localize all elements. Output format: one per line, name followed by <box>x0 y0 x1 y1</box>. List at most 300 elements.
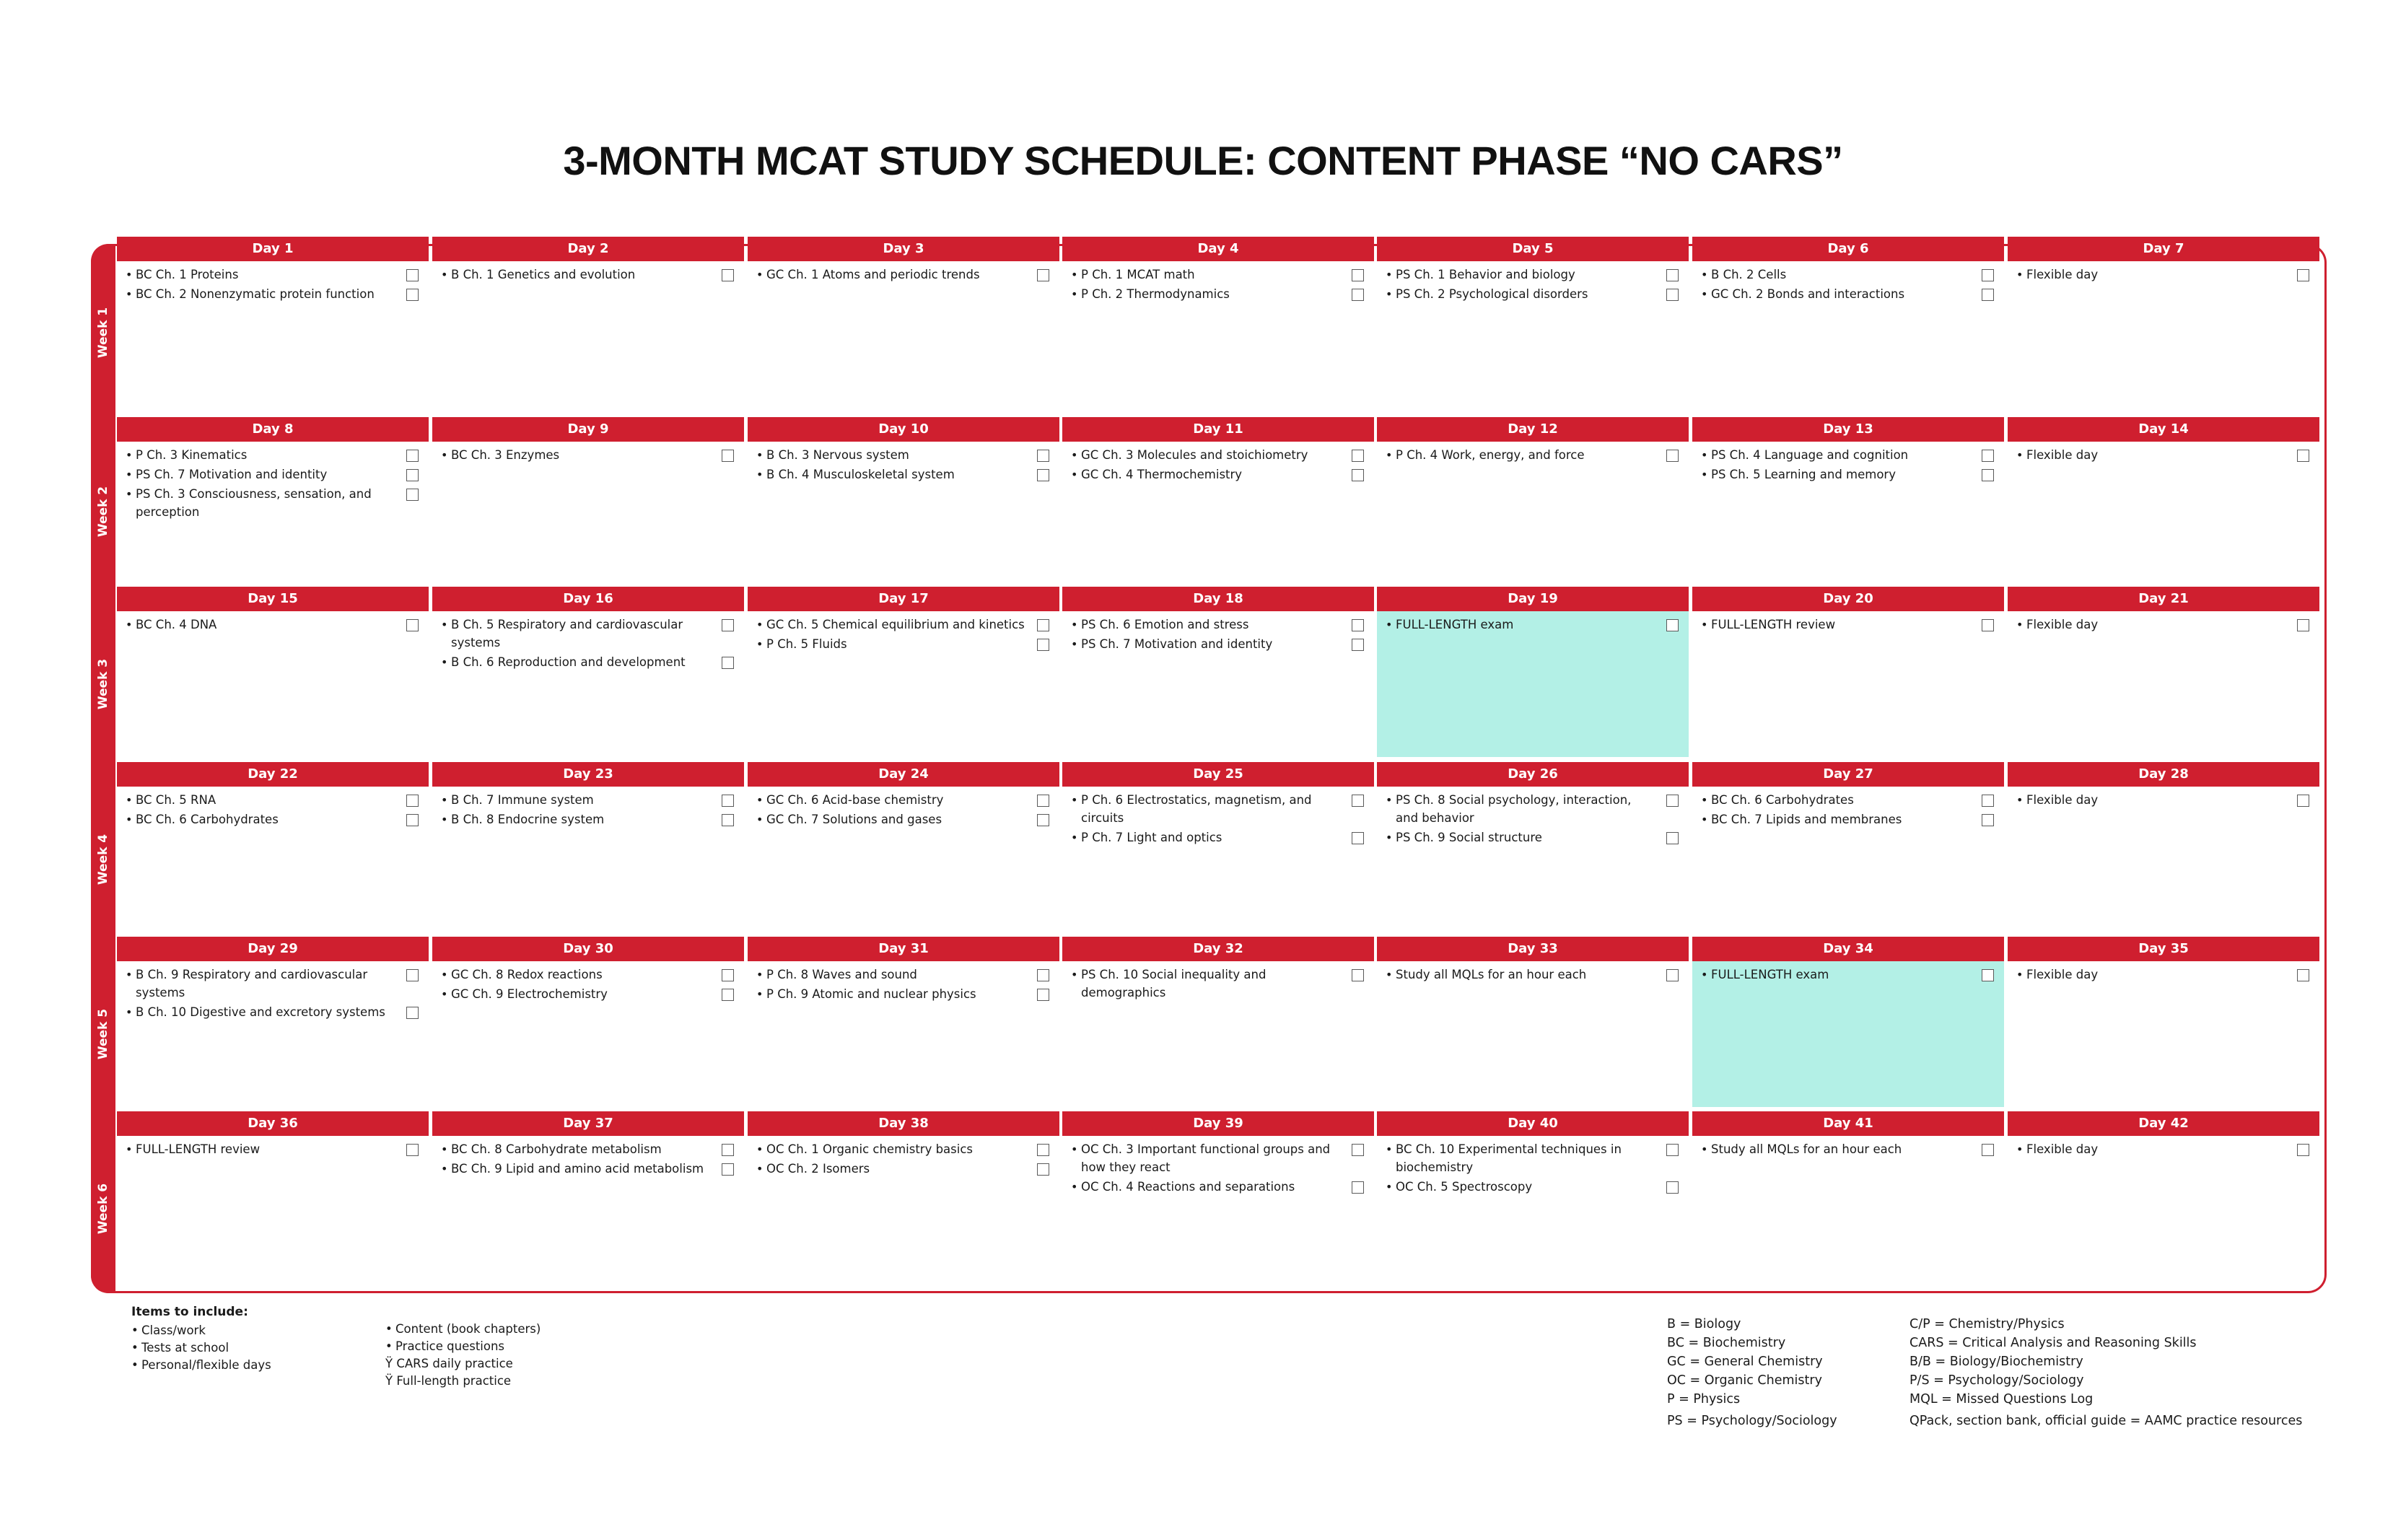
task-list <box>1062 611 1374 653</box>
day-cell <box>1377 937 1689 1107</box>
task-checkbox[interactable] <box>1982 469 1994 481</box>
task-label: GC Ch. 8 Redox reactions <box>451 968 603 981</box>
task-checkbox[interactable] <box>722 657 734 669</box>
task-checkbox[interactable] <box>1037 1163 1049 1176</box>
task-checkbox[interactable] <box>406 795 419 807</box>
task-list <box>432 787 744 828</box>
task-checkbox[interactable] <box>406 1007 419 1019</box>
task-label: PS Ch. 7 Motivation and identity <box>1081 637 1273 651</box>
task-list <box>1377 442 1689 464</box>
task-checkbox[interactable] <box>406 289 419 301</box>
task-checkbox[interactable] <box>2297 450 2309 462</box>
task-item <box>1377 266 1689 284</box>
task-item <box>748 1160 1059 1178</box>
task-item <box>432 446 744 464</box>
task-label: P Ch. 2 Thermodynamics <box>1081 287 1230 301</box>
task-label: GC Ch. 3 Molecules and stoichiometry <box>1081 448 1308 462</box>
task-label: OC Ch. 1 Organic chemistry basics <box>766 1142 974 1156</box>
task-label: P Ch. 1 MCAT math <box>1081 268 1195 281</box>
task-list <box>2008 1136 2319 1158</box>
task-item <box>748 635 1059 653</box>
task-checkbox[interactable] <box>1037 969 1049 981</box>
task-item <box>2008 791 2319 809</box>
task-item <box>748 810 1059 828</box>
day-header: Day 32 <box>1062 937 1374 961</box>
task-checkbox[interactable] <box>1352 795 1364 807</box>
task-item <box>2008 446 2319 464</box>
task-checkbox[interactable] <box>1982 795 1994 807</box>
task-checkbox[interactable] <box>406 619 419 631</box>
task-list <box>2008 611 2319 634</box>
task-label: PS Ch. 4 Language and cognition <box>1711 448 1909 462</box>
task-label: FULL-LENGTH review <box>1711 618 1836 631</box>
day-cell <box>117 237 429 404</box>
task-checkbox[interactable] <box>406 814 419 826</box>
task-checkbox[interactable] <box>2297 969 2309 981</box>
task-item <box>1377 1140 1689 1176</box>
task-list <box>117 442 429 521</box>
day-cell <box>1377 587 1689 757</box>
task-item <box>117 616 429 634</box>
day-cell <box>1062 762 1374 932</box>
task-checkbox[interactable] <box>722 619 734 631</box>
task-item <box>1692 966 2004 984</box>
day-header: Day 9 <box>432 417 744 442</box>
day-header: Day 4 <box>1062 237 1374 261</box>
day-header: Day 5 <box>1377 237 1689 261</box>
task-item <box>117 1003 429 1021</box>
abbreviations-right <box>1910 1315 2302 1430</box>
legend-content-subitem: Ÿ CARS daily practice <box>385 1357 513 1370</box>
task-item <box>117 446 429 464</box>
task-label: BC Ch. 4 DNA <box>136 618 217 631</box>
week-label <box>91 961 115 1107</box>
task-item <box>117 465 429 484</box>
legend-items-title: Items to include: <box>131 1305 248 1319</box>
task-label: B Ch. 1 Genetics and evolution <box>451 268 636 281</box>
day-cell <box>432 1111 744 1282</box>
abbreviation: PS = Psychology/Sociology <box>1667 1414 1837 1428</box>
task-label: BC Ch. 7 Lipids and membranes <box>1711 813 1902 826</box>
task-label: B Ch. 5 Respiratory and cardiovascular systems <box>451 618 683 649</box>
day-header: Day 40 <box>1377 1111 1689 1136</box>
day-cell <box>748 762 1059 932</box>
task-item <box>2008 966 2319 984</box>
day-cell <box>748 587 1059 757</box>
task-checkbox[interactable] <box>1666 450 1679 462</box>
task-label: B Ch. 9 Respiratory and cardiovascular systems <box>136 968 368 999</box>
task-item <box>748 1140 1059 1158</box>
legend-content <box>385 1321 544 1390</box>
day-header: Day 33 <box>1377 937 1689 961</box>
day-cell <box>117 417 429 582</box>
task-label: PS Ch. 9 Social structure <box>1396 831 1542 844</box>
day-cell <box>1692 762 2004 932</box>
task-checkbox[interactable] <box>1037 469 1049 481</box>
task-checkbox[interactable] <box>1352 619 1364 631</box>
task-list <box>117 1136 429 1158</box>
week-label-text: Week 2 <box>96 486 111 538</box>
task-checkbox[interactable] <box>1352 469 1364 481</box>
day-header: Day 15 <box>117 587 429 611</box>
day-header: Day 30 <box>432 937 744 961</box>
day-header: Day 25 <box>1062 762 1374 787</box>
task-checkbox[interactable] <box>722 969 734 981</box>
task-label: GC Ch. 2 Bonds and interactions <box>1711 287 1905 301</box>
week-label-text: Week 3 <box>96 658 111 710</box>
task-checkbox[interactable] <box>406 469 419 481</box>
task-list <box>1062 442 1374 484</box>
day-cell <box>1062 237 1374 404</box>
task-item <box>748 985 1059 1003</box>
task-label: Study all MQLs for an hour each <box>1711 1142 1902 1156</box>
task-item <box>748 465 1059 484</box>
task-checkbox[interactable] <box>722 1163 734 1176</box>
task-label: BC Ch. 8 Carbohydrate metabolism <box>451 1142 662 1156</box>
task-item <box>748 446 1059 464</box>
day-cell <box>2008 237 2319 404</box>
abbreviation: BC = Biochemistry <box>1667 1336 1786 1350</box>
task-item <box>1692 266 2004 284</box>
task-checkbox[interactable] <box>1352 269 1364 281</box>
day-cell <box>1692 237 2004 404</box>
task-checkbox[interactable] <box>1666 289 1679 301</box>
task-list <box>2008 261 2319 284</box>
task-label: BC Ch. 6 Carbohydrates <box>136 813 279 826</box>
abbreviation: B/B = Biology/Biochemistry <box>1910 1355 2083 1369</box>
task-item <box>432 810 744 828</box>
task-item <box>1692 616 2004 634</box>
task-label: Flexible day <box>2026 793 2099 807</box>
task-label: OC Ch. 5 Spectroscopy <box>1396 1180 1533 1194</box>
task-list <box>1692 1136 2004 1158</box>
task-label: PS Ch. 6 Emotion and stress <box>1081 618 1249 631</box>
task-list <box>1062 261 1374 303</box>
day-header: Day 10 <box>748 417 1059 442</box>
task-checkbox[interactable] <box>722 1144 734 1156</box>
day-header: Day 24 <box>748 762 1059 787</box>
task-list <box>117 961 429 1021</box>
task-checkbox[interactable] <box>1666 1181 1679 1194</box>
task-checkbox[interactable] <box>1982 619 1994 631</box>
task-item <box>1692 791 2004 809</box>
task-checkbox[interactable] <box>1352 450 1364 462</box>
task-label: OC Ch. 3 Important functional groups and how they react <box>1081 1142 1331 1174</box>
day-cell <box>432 417 744 582</box>
task-item <box>432 1160 744 1178</box>
task-item <box>2008 1140 2319 1158</box>
task-label: PS Ch. 1 Behavior and biology <box>1396 268 1575 281</box>
task-checkbox[interactable] <box>406 269 419 281</box>
task-label: BC Ch. 1 Proteins <box>136 268 239 281</box>
day-header: Day 2 <box>432 237 744 261</box>
week-label <box>91 1136 115 1282</box>
day-cell <box>1062 937 1374 1107</box>
task-label: B Ch. 3 Nervous system <box>766 448 909 462</box>
task-checkbox[interactable] <box>1037 269 1049 281</box>
task-checkbox[interactable] <box>1037 619 1049 631</box>
task-checkbox[interactable] <box>406 450 419 462</box>
task-item <box>1377 791 1689 827</box>
legend-item: • Class/work <box>131 1322 271 1339</box>
task-label: BC Ch. 5 RNA <box>136 793 216 807</box>
day-cell <box>1692 587 2004 757</box>
task-item <box>748 791 1059 809</box>
task-item <box>1692 810 2004 828</box>
task-item <box>748 616 1059 634</box>
task-label: BC Ch. 2 Nonenzymatic protein function <box>136 287 375 301</box>
task-label: PS Ch. 8 Social psychology, interaction, and behavior <box>1396 793 1632 825</box>
task-item <box>1062 446 1374 464</box>
day-header: Day 29 <box>117 937 429 961</box>
day-cell <box>1377 1111 1689 1282</box>
task-list <box>432 611 744 671</box>
task-checkbox[interactable] <box>722 450 734 462</box>
task-item <box>1377 285 1689 303</box>
day-cell <box>1062 1111 1374 1282</box>
day-cell <box>748 417 1059 582</box>
task-checkbox[interactable] <box>1352 832 1364 844</box>
task-checkbox[interactable] <box>2297 1144 2309 1156</box>
task-checkbox[interactable] <box>1352 639 1364 651</box>
task-list <box>432 261 744 284</box>
task-item <box>117 810 429 828</box>
day-cell <box>2008 762 2319 932</box>
day-cell <box>117 1111 429 1282</box>
task-item <box>1692 285 2004 303</box>
day-header: Day 19 <box>1377 587 1689 611</box>
day-cell <box>117 937 429 1107</box>
task-label: GC Ch. 1 Atoms and periodic trends <box>766 268 980 281</box>
task-label: P Ch. 7 Light and optics <box>1081 831 1222 844</box>
legend-content-sublist <box>385 1355 544 1390</box>
day-header: Day 3 <box>748 237 1059 261</box>
task-checkbox[interactable] <box>1982 814 1994 826</box>
task-list <box>1062 1136 1374 1196</box>
task-list <box>2008 442 2319 464</box>
task-item <box>117 966 429 1002</box>
task-checkbox[interactable] <box>1037 450 1049 462</box>
day-header: Day 11 <box>1062 417 1374 442</box>
day-cell <box>748 1111 1059 1282</box>
week-label <box>91 787 115 932</box>
day-header: Day 42 <box>2008 1111 2319 1136</box>
task-checkbox[interactable] <box>1666 1144 1679 1156</box>
day-cell <box>2008 1111 2319 1282</box>
day-cell <box>117 587 429 757</box>
day-header: Day 34 <box>1692 937 2004 961</box>
task-checkbox[interactable] <box>1982 450 1994 462</box>
task-list <box>748 611 1059 653</box>
task-item <box>1062 966 1374 1002</box>
task-item <box>1062 1140 1374 1176</box>
task-list <box>432 442 744 464</box>
task-item <box>1062 616 1374 634</box>
day-header: Day 39 <box>1062 1111 1374 1136</box>
day-header: Day 13 <box>1692 417 2004 442</box>
day-header: Day 27 <box>1692 762 2004 787</box>
task-label: Flexible day <box>2026 618 2099 631</box>
task-checkbox[interactable] <box>1037 639 1049 651</box>
task-item <box>748 266 1059 284</box>
task-label: P Ch. 5 Fluids <box>766 637 847 651</box>
abbreviation: GC = General Chemistry <box>1667 1355 1823 1369</box>
day-header: Day 20 <box>1692 587 2004 611</box>
day-cell <box>1692 417 2004 582</box>
task-checkbox[interactable] <box>1037 795 1049 807</box>
task-item <box>1692 465 2004 484</box>
day-header: Day 8 <box>117 417 429 442</box>
task-checkbox[interactable] <box>722 814 734 826</box>
task-checkbox[interactable] <box>1982 969 1994 981</box>
task-label: B Ch. 4 Musculoskeletal system <box>766 468 955 481</box>
task-label: PS Ch. 2 Psychological disorders <box>1396 287 1588 301</box>
day-header: Day 22 <box>117 762 429 787</box>
task-label: FULL-LENGTH review <box>136 1142 261 1156</box>
task-label: P Ch. 6 Electrostatics, magnetism, and circuits <box>1081 793 1312 825</box>
task-label: GC Ch. 5 Chemical equilibrium and kinetics <box>766 618 1025 631</box>
task-item <box>1692 1140 2004 1158</box>
week-label <box>91 261 115 404</box>
day-header: Day 38 <box>748 1111 1059 1136</box>
task-label: FULL-LENGTH exam <box>1711 968 1829 981</box>
task-item <box>432 1140 744 1158</box>
task-item <box>117 485 429 521</box>
day-cell <box>1062 587 1374 757</box>
task-checkbox[interactable] <box>722 795 734 807</box>
task-list <box>1377 611 1689 634</box>
task-checkbox[interactable] <box>1982 269 1994 281</box>
day-cell <box>432 237 744 404</box>
task-label: Flexible day <box>2026 268 2099 281</box>
day-header: Day 21 <box>2008 587 2319 611</box>
day-header: Day 26 <box>1377 762 1689 787</box>
day-header: Day 6 <box>1692 237 2004 261</box>
task-label: GC Ch. 7 Solutions and gases <box>766 813 942 826</box>
task-label: OC Ch. 4 Reactions and separations <box>1081 1180 1295 1194</box>
day-header: Day 1 <box>117 237 429 261</box>
legend-items <box>131 1305 271 1374</box>
task-label: B Ch. 7 Immune system <box>451 793 594 807</box>
legend-content-list <box>385 1321 544 1355</box>
legend-content-item: • Content (book chapters) <box>385 1321 544 1338</box>
task-checkbox[interactable] <box>2297 619 2309 631</box>
task-item <box>1062 266 1374 284</box>
day-header: Day 12 <box>1377 417 1689 442</box>
task-checkbox[interactable] <box>2297 269 2309 281</box>
day-header: Day 37 <box>432 1111 744 1136</box>
task-checkbox[interactable] <box>1352 969 1364 981</box>
task-item <box>1062 791 1374 827</box>
task-item <box>1377 616 1689 634</box>
task-item <box>1062 1178 1374 1196</box>
task-checkbox[interactable] <box>1352 1181 1364 1194</box>
task-label: B Ch. 6 Reproduction and development <box>451 655 686 669</box>
task-item <box>432 966 744 984</box>
task-item <box>1062 635 1374 653</box>
task-label: PS Ch. 10 Social inequality and demographics <box>1081 968 1267 999</box>
task-label: OC Ch. 2 Isomers <box>766 1162 870 1176</box>
task-item <box>748 966 1059 984</box>
task-list <box>748 961 1059 1003</box>
task-label: Study all MQLs for an hour each <box>1396 968 1587 981</box>
task-label: B Ch. 2 Cells <box>1711 268 1787 281</box>
task-checkbox[interactable] <box>1037 989 1049 1001</box>
task-checkbox[interactable] <box>722 269 734 281</box>
task-list <box>2008 961 2319 984</box>
day-header: Day 17 <box>748 587 1059 611</box>
task-checkbox[interactable] <box>406 969 419 981</box>
task-list <box>1692 261 2004 303</box>
legend-content-subitem: Ÿ Full-length practice <box>385 1374 512 1388</box>
task-list <box>2008 787 2319 809</box>
task-list <box>1062 787 1374 846</box>
task-checkbox[interactable] <box>1666 969 1679 981</box>
legend-item: • Tests at school <box>131 1339 271 1357</box>
task-checkbox[interactable] <box>406 489 419 501</box>
task-list <box>748 442 1059 484</box>
week-label <box>91 442 115 582</box>
abbreviations-left <box>1667 1315 1837 1430</box>
task-checkbox[interactable] <box>1982 1144 1994 1156</box>
task-label: BC Ch. 10 Experimental techniques in biochemistry <box>1396 1142 1622 1174</box>
week-label-text: Week 5 <box>96 1008 111 1060</box>
task-label: Flexible day <box>2026 1142 2099 1156</box>
task-list <box>1692 611 2004 634</box>
task-checkbox[interactable] <box>1352 289 1364 301</box>
task-label: BC Ch. 6 Carbohydrates <box>1711 793 1854 807</box>
task-item <box>117 791 429 809</box>
task-checkbox[interactable] <box>2297 795 2309 807</box>
task-checkbox[interactable] <box>1666 619 1679 631</box>
task-checkbox[interactable] <box>1037 814 1049 826</box>
abbreviation: OC = Organic Chemistry <box>1667 1373 1822 1388</box>
task-checkbox[interactable] <box>1666 832 1679 844</box>
abbreviation: B = Biology <box>1667 1317 1741 1331</box>
day-header: Day 35 <box>2008 937 2319 961</box>
task-item <box>432 266 744 284</box>
task-checkbox[interactable] <box>1666 269 1679 281</box>
day-cell <box>1377 417 1689 582</box>
abbreviation: P = Physics <box>1667 1392 1741 1406</box>
day-header: Day 7 <box>2008 237 2319 261</box>
task-item <box>117 285 429 303</box>
task-item <box>1377 446 1689 464</box>
task-checkbox[interactable] <box>1666 795 1679 807</box>
day-cell <box>432 937 744 1107</box>
abbreviation: MQL = Missed Questions Log <box>1910 1392 2094 1406</box>
task-label: GC Ch. 6 Acid-base chemistry <box>766 793 944 807</box>
task-label: Flexible day <box>2026 448 2099 462</box>
task-list <box>748 1136 1059 1178</box>
day-cell <box>2008 937 2319 1107</box>
task-checkbox[interactable] <box>1982 289 1994 301</box>
task-checkbox[interactable] <box>722 989 734 1001</box>
task-checkbox[interactable] <box>406 1144 419 1156</box>
day-header: Day 41 <box>1692 1111 2004 1136</box>
legend-items-list <box>131 1322 271 1374</box>
task-checkbox[interactable] <box>1352 1144 1364 1156</box>
day-cell <box>748 937 1059 1107</box>
task-label: BC Ch. 3 Enzymes <box>451 448 560 462</box>
task-label: GC Ch. 4 Thermochemistry <box>1081 468 1243 481</box>
task-list <box>432 961 744 1003</box>
task-checkbox[interactable] <box>1037 1144 1049 1156</box>
task-label: PS Ch. 7 Motivation and identity <box>136 468 328 481</box>
task-item <box>432 985 744 1003</box>
day-cell <box>1692 1111 2004 1282</box>
task-list <box>1062 961 1374 1002</box>
